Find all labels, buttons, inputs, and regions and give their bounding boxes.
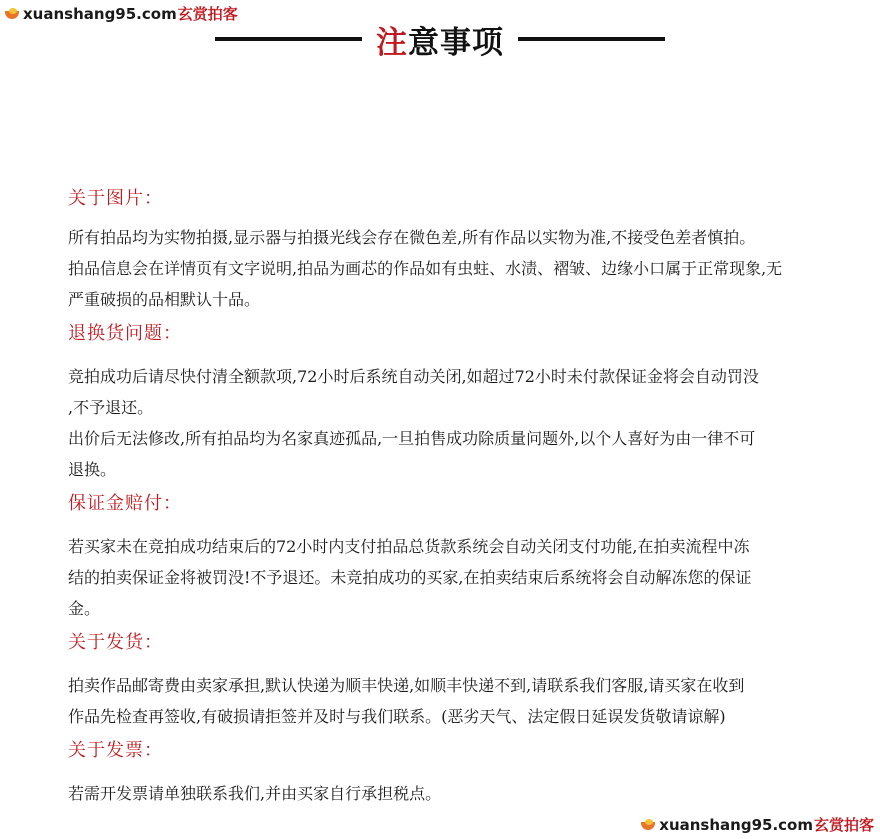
section-heading: 关于图片： <box>68 188 163 209</box>
logo-icon <box>640 819 656 831</box>
section-invoice <box>68 736 838 809</box>
page-header <box>0 18 880 60</box>
paragraph-line: 退换。 <box>68 460 117 479</box>
paragraph-line: ,不予退还。 <box>68 398 154 417</box>
paragraph-line: 竞拍成功后请尽快付清全额款项,72小时后系统自动关闭,如超过72小时未付款保证金将会自动罚没 <box>68 367 759 386</box>
section-shipping <box>68 628 838 732</box>
watermark-brand: 玄赏拍客 <box>177 5 238 23</box>
section-returns <box>68 319 838 485</box>
paragraph-line: 金。 <box>68 599 101 618</box>
paragraph-line: 出价后无法修改,所有拍品均为名家真迹孤品,一旦拍售成功除质量问题外,以个人喜好为由一律不可 <box>68 429 756 448</box>
watermark-brand: 玄赏拍客 <box>813 816 874 834</box>
watermark-site: xuanshang95.com <box>659 815 813 834</box>
header-rule-right <box>518 37 665 41</box>
notice-content <box>68 184 838 809</box>
page-title-rest: 意事项 <box>408 24 504 61</box>
paragraph-line: 严重破损的品相默认十品。 <box>68 290 261 309</box>
section-photos <box>68 184 838 315</box>
section-heading: 退换货问题： <box>68 323 182 344</box>
paragraph-line: 作品先检查再签收,有破损请拒签并及时与我们联系。(恶劣天气、法定假日延误发货敬请谅解) <box>68 707 726 726</box>
paragraph-line: 若买家未在竞拍成功结束后的72小时内支付拍品总货款系统会自动关闭支付功能,在拍卖流程中冻 <box>68 537 750 556</box>
paragraph-line: 若需开发票请单独联系我们,并由买家自行承担税点。 <box>68 784 442 803</box>
watermark-site: xuanshang95.com <box>23 4 177 23</box>
section-heading: 保证金赔付： <box>68 493 182 514</box>
page-title-accent: 注 <box>376 24 408 61</box>
paragraph-line: 拍品信息会在详情页有文字说明,拍品为画芯的作品如有虫蛀、水渍、褶皱、边缘小口属于正常现象,无 <box>68 259 783 278</box>
section-deposit <box>68 489 838 624</box>
paragraph-line: 拍卖作品邮寄费由卖家承担,默认快递为顺丰快递,如顺丰快递不到,请联系我们客服,请买家在收到 <box>68 676 745 695</box>
section-heading: 关于发票： <box>68 740 163 761</box>
page-title <box>376 17 504 62</box>
paragraph-line: 结的拍卖保证金将被罚没!不予退还。未竞拍成功的买家,在拍卖结束后系统将会自动解冻您的保证 <box>68 568 752 587</box>
header-rule-left <box>215 37 362 41</box>
watermark-bottom <box>640 814 874 835</box>
paragraph-line: 所有拍品均为实物拍摄,显示器与拍摄光线会存在微色差,所有作品以实物为准,不接受色差者慎拍。 <box>68 228 756 247</box>
section-heading: 关于发货： <box>68 632 163 653</box>
